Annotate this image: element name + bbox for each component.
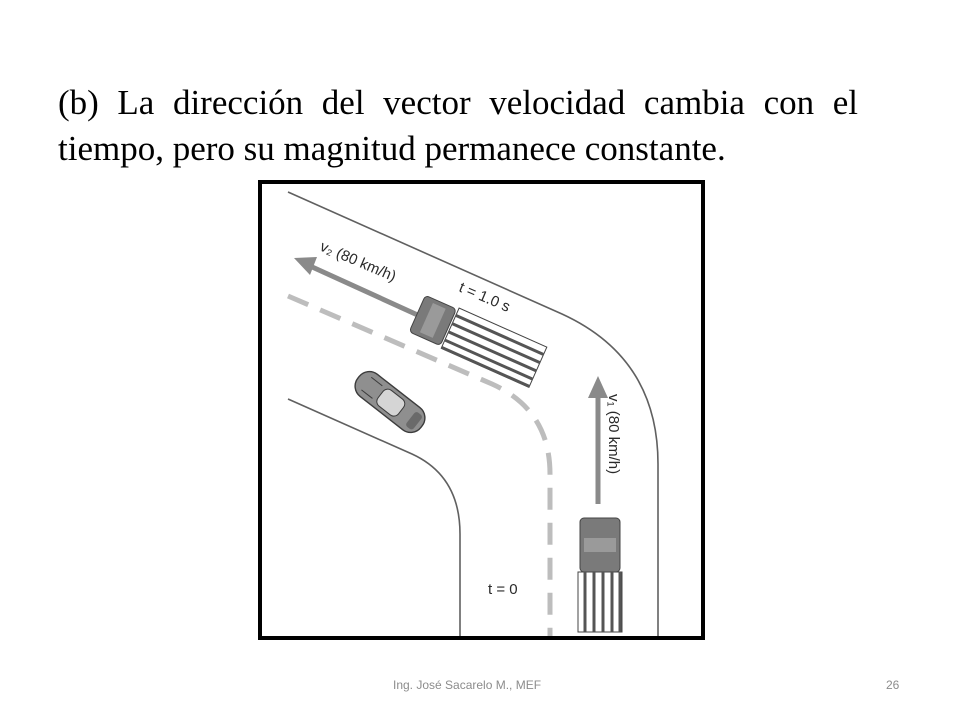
- v1-label: v₁ (80 km/h): [605, 394, 622, 475]
- t0-label: t = 0: [488, 581, 518, 598]
- road-diagram: [262, 184, 701, 636]
- t1-label: t = 1.0 s: [456, 279, 513, 316]
- slide-body-text: (b) La dirección del vector velocidad cambia con el tiempo, pero su magnitud permanece constante.: [58, 83, 858, 168]
- velocity-arrow-v1: [588, 376, 608, 504]
- road-curve-figure: [258, 180, 705, 640]
- page-number: 26: [886, 678, 900, 692]
- car: [350, 366, 430, 437]
- truck-t1: [408, 293, 546, 387]
- v2-label: v₂ (80 km/h): [317, 238, 399, 286]
- truck-t0: [578, 518, 622, 632]
- road-inner-edge: [288, 399, 460, 636]
- footer-author: Ing. José Sacarelo M., MEF: [393, 678, 542, 692]
- slide-footer: [0, 676, 960, 696]
